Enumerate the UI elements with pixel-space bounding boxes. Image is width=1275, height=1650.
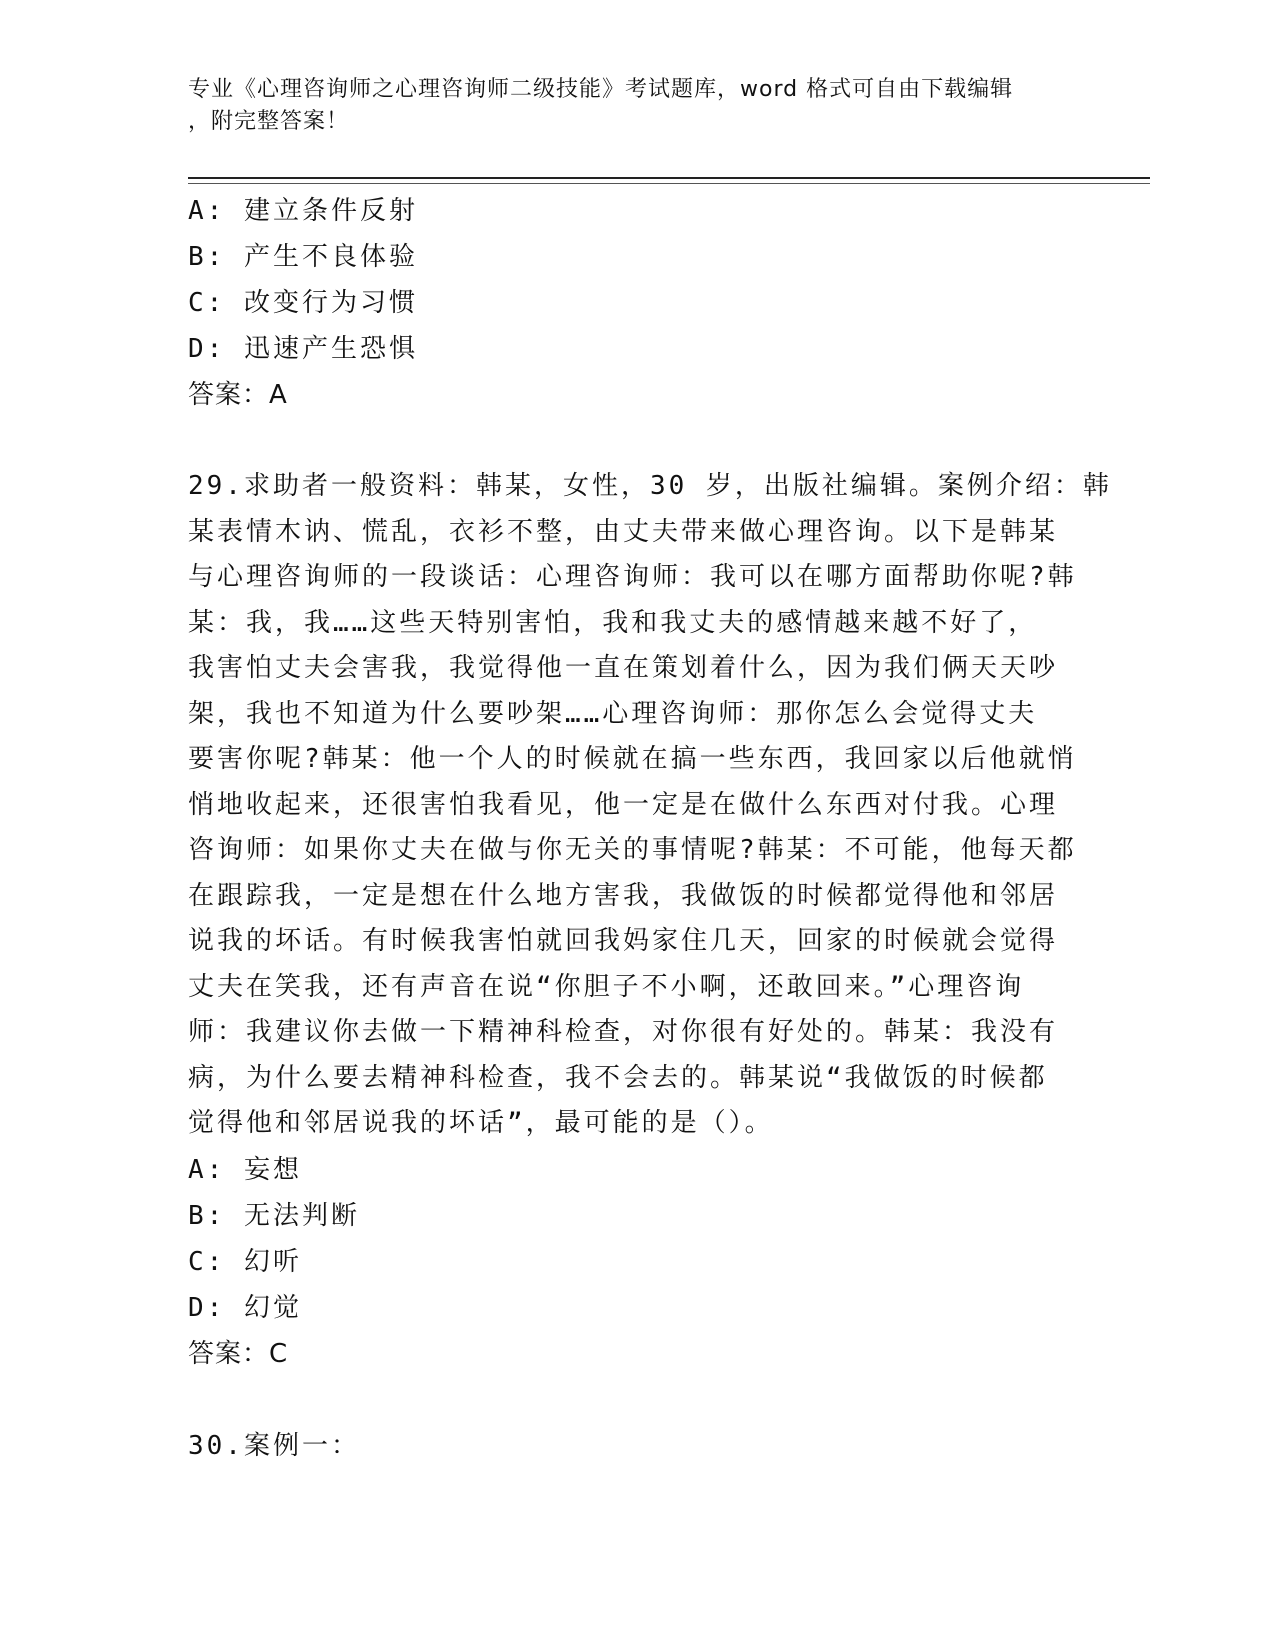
stem-line: 架，我也不知道为什么要吵架……心理咨询师：那你怎么会觉得丈夫 — [188, 698, 1038, 729]
question-content — [188, 188, 1112, 1469]
stem-line: 说我的坏话。有时候我害怕就回我妈家住几天，回家的时候就会觉得 — [188, 926, 1059, 956]
stem-line: 咨询师：如果你丈夫在做与你无关的事情呢?韩某：不可能，他每天都 — [188, 835, 1077, 865]
question-29-block — [188, 464, 1112, 1377]
stem-line: 师：我建议你去做一下精神科检查，对你很有好处的。韩某：我没有 — [188, 1017, 1059, 1047]
document-header — [188, 74, 1068, 138]
stem-line: 要害你呢?韩某：他一个人的时候就在搞一些东西，我回家以后他就悄 — [188, 744, 1077, 774]
stem-line: 与心理咨询师的一段谈话：心理咨询师：我可以在哪方面帮助你呢?韩 — [188, 562, 1077, 592]
option-a: A: 建立条件反射 — [188, 196, 418, 226]
spacer — [188, 1377, 1088, 1423]
stem-line: 觉得他和邻居说我的坏话”，最可能的是（）。 — [188, 1108, 774, 1138]
option-b: B: 无法判断 — [188, 1200, 360, 1231]
header-rule-thick — [188, 177, 1150, 179]
stem-line: 29.求助者一般资料：韩某，女性，30 岁，出版社编辑。案例介绍：韩 — [188, 471, 1112, 501]
stem-line: 某：我，我……这些天特别害怕，我和我丈夫的感情越来越不好了， — [188, 607, 1038, 638]
answer-line: 答案：C — [188, 1338, 289, 1369]
stem-line: 某表情木讷、慌乱，衣衫不整，由丈夫带来做心理咨询。以下是韩某 — [188, 516, 1059, 547]
question-stem — [188, 464, 1112, 1147]
header-line-1: 专业《心理咨询师之心理咨询师二级技能》考试题库，word 格式可自由下载编辑 — [188, 77, 1014, 102]
stem-line: 悄地收起来，还很害怕我看见，他一定是在做什么东西对付我。心理 — [188, 789, 1059, 820]
stem-line: 病，为什么要去精神科检查，我不会去的。韩某说“我做饭的时候都 — [188, 1062, 1048, 1093]
option-c: C: 改变行为习惯 — [188, 288, 418, 318]
option-a: A: 妄想 — [188, 1154, 302, 1185]
answer-line: 答案：A — [188, 380, 288, 410]
stem-line: 在跟踪我，一定是想在什么地方害我，我做饭的时候都觉得他和邻居 — [188, 880, 1059, 911]
header-rule-thin — [188, 183, 1150, 184]
question-30-block — [188, 1423, 1088, 1469]
stem-line: 丈夫在笑我，还有声音在说“你胆子不小啊，还敢回来。”心理咨询 — [188, 971, 1025, 1002]
spacer — [188, 418, 1088, 464]
option-d: D: 幻觉 — [188, 1292, 302, 1323]
question-28-block — [188, 188, 1088, 418]
header-line-2: ，附完整答案！ — [188, 109, 350, 134]
option-d: D: 迅速产生恐惧 — [188, 334, 418, 364]
option-c: C: 幻听 — [188, 1246, 302, 1277]
stem-line: 我害怕丈夫会害我，我觉得他一直在策划着什么，因为我们俩天天吵 — [188, 653, 1059, 683]
option-b: B: 产生不良体验 — [188, 242, 418, 272]
question-stem: 30.案例一： — [188, 1430, 360, 1461]
